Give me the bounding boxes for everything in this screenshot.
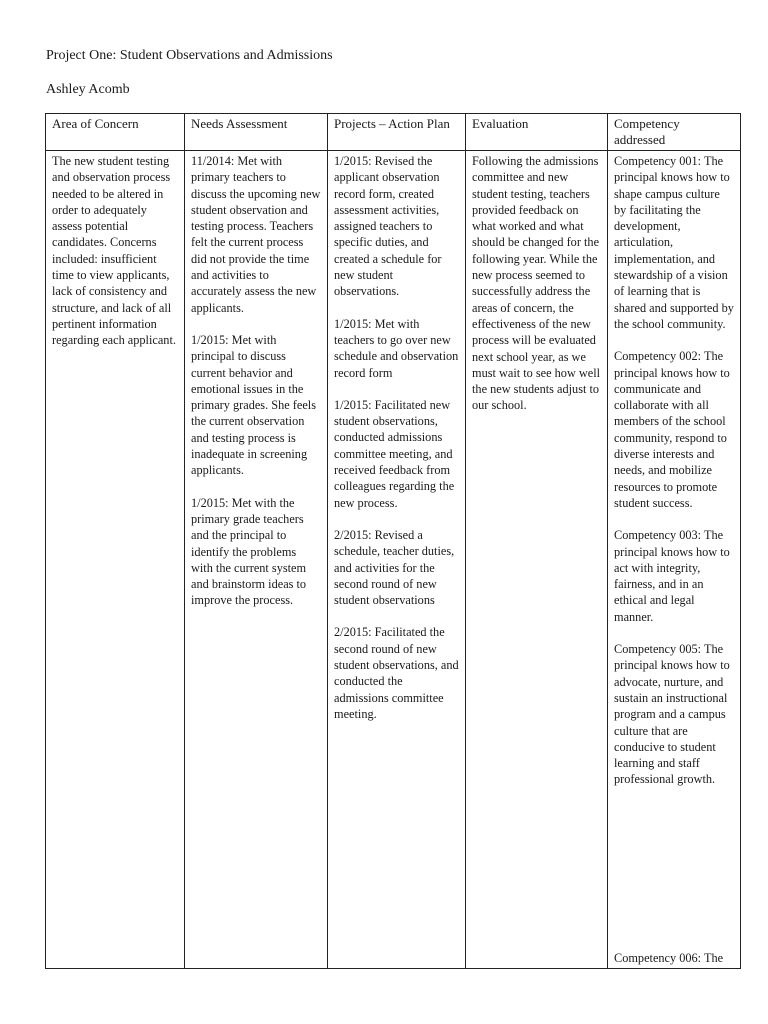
concern-paragraph: The new student testing and observation process needed to be altered in order to adequately assess potential candidates. Concerns included: insufficient time to view applicants, lack of consistency and structure, and lack of all pertinent information regarding each applicant. (52, 154, 176, 348)
evaluation-cell (466, 151, 608, 969)
action-plan-cell (328, 151, 466, 969)
competency-entry-cutoff: Competency 006: The (614, 950, 724, 965)
competency-entry: Competency 003: The principal knows how to act with integrity, fairness, and in an ethical and legal manner. (614, 528, 730, 624)
action-entry: 1/2015: Met with teachers to go over new schedule and observation record form (334, 316, 459, 380)
action-entry: 1/2015: Revised the applicant observation record form, created assessment activities, assigned teachers to specific duties, and created a schedule for new student observations. (334, 154, 442, 299)
header-needs-assessment: Needs Assessment (185, 114, 328, 151)
area-of-concern-cell (46, 151, 185, 969)
action-entry: 2/2015: Revised a schedule, teacher duties, and activities for the second round of new student observations (334, 527, 455, 608)
needs-entry: 11/2014: Met with primary teachers to discuss the upcoming new student observation and testing process. Teachers felt the current process did not provide the time and activities to accurately assess the new applicants. (191, 154, 321, 315)
needs-assessment-cell (185, 151, 328, 969)
author-name: Ashley Acomb (46, 82, 130, 97)
evaluation-paragraph: Following the admissions committee and new student testing, teachers provided feedback on what worked and what should be changed for the following year. While the new process seemed to successfully address the areas of concern, the effectiveness of the new process will be evaluated next school year, as we must wait to see how well the new students adjust to our school. (472, 154, 601, 413)
header-competency: Competency addressed (608, 114, 741, 151)
document-title: Project One: Student Observations and Admissions (46, 48, 333, 63)
table-header-row (46, 114, 741, 151)
needs-entry: 1/2015: Met with principal to discuss current behavior and emotional issues in the primary grades. She feels the current observation and testing process is inadequate in screening applicants. (191, 332, 316, 478)
project-table (45, 113, 741, 969)
competency-entry: Competency 002: The principal knows how to communicate and collaborate with all members of the school community, respond to diverse interests and needs, and mobilize resources to promote student success. (614, 349, 730, 510)
table-row (46, 151, 741, 969)
action-entry: 1/2015: Facilitated new student observations, conducted admissions committee meeting, and received feedback from colleagues regarding the new process. (334, 397, 455, 510)
action-entry: 2/2015: Facilitated the second round of new student observations, and conducted the admissions committee meeting. (334, 625, 459, 721)
header-area-of-concern: Area of Concern (46, 114, 185, 151)
competency-entry: Competency 005: The principal knows how to advocate, nurture, and sustain an instructional program and a campus culture that are conducive to student learning and staff professional growth. (614, 642, 730, 787)
competency-entry: Competency 001: The principal knows how to shape campus culture by facilitating the development, articulation, implementation, and stewardship of a vision of learning that is shared and supported by the school community. (614, 154, 734, 331)
competency-cell (608, 151, 741, 969)
header-evaluation: Evaluation (466, 114, 608, 151)
needs-entry: 1/2015: Met with the primary grade teachers and the principal to identify the problems with the current system and brainstorm ideas to improve the process. (191, 495, 307, 608)
header-action-plan: Projects – Action Plan (328, 114, 466, 151)
